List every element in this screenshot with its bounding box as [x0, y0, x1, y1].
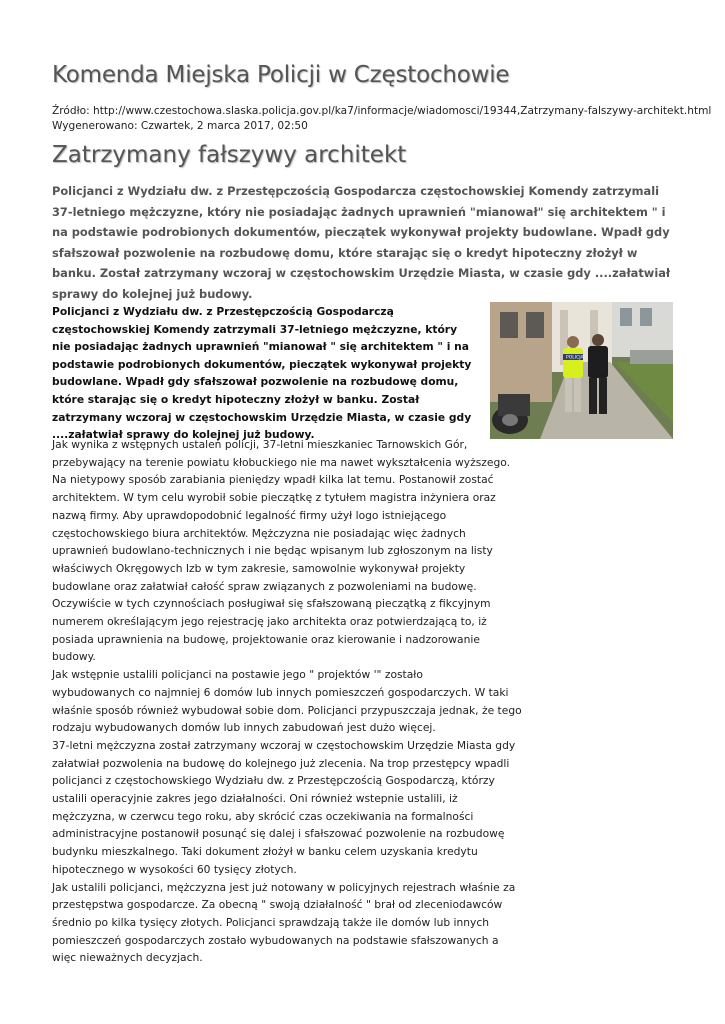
body-line: przestępstwa gospodarcze. Za obecną " swoją działalność " brał od zleceniodawców	[52, 898, 503, 912]
body-line: przebywający na terenie powiatu kłobuckiego nie ma nawet wykształcenia wyższego.	[52, 455, 511, 469]
body-line: wybudowanych co najmniej 6 domów lub innych pomieszczeń gospodarczych. W taki	[52, 685, 509, 699]
intro-paragraph: Policjanci z Wydziału dw. z Przestępczością Gospodarczą częstochowskiej Komendy zatrzymali 37-letniego mężczyzne, który nie posiadając żadnych uprawnień "mianował " się architektem " i na podstawie podrobionych dokumentów, pieczątek wykonywał projekty budowlane. Wpadł gdy sfałszował pozwolenie na rozbudowę domu, które starając się o kredyt hipoteczny złożył w banku. Został zatrzymany wczoraj w częstochowskim Urzędzie Miasta, w czasie gdy ....załatwiał sprawy do kolejnej już budowy.	[52, 305, 472, 442]
body-line: właściwych Okręgowych Izb w tym zakresie, samowolnie wykonywał projekty	[52, 561, 466, 575]
body-line: pomieszczeń gospodarczych zostało wybudowanych na podstawie sfałszowanych a	[52, 933, 499, 947]
article-photo	[490, 302, 673, 439]
body-line: Jak ustalili policjanci, mężczyzna jest już notowany w policyjnych rejestrach właśnie za	[52, 880, 516, 894]
body-line: administracyjne postanowił posunąć się dalej i sfałszować pozwolenie na rozbudowę	[52, 827, 505, 841]
article-lead	[52, 181, 672, 304]
body-line: budowy.	[52, 650, 96, 664]
body-line: posiada uprawnienia na budowę, projektowanie oraz kierowanie i nadzorowanie	[52, 632, 480, 646]
body-line: Jak wstępnie ustalili policjanci na postawie jego " projektów '" zostało	[52, 668, 423, 682]
body-line: mężczyzna, w czerwcu tego roku, aby skrócić czas oczekiwania na formalności	[52, 809, 474, 823]
body-line: średnio po kilka tysięcy złotych. Policjanci sprawdzają także ile domów lub innych	[52, 915, 490, 929]
body-line: uprawnień budowlano-technicznych i nie będąc wpisanym lub zgłoszonym na listy	[52, 544, 493, 558]
article-intro	[52, 303, 477, 444]
body-line: Na nietypowy sposób zarabiania pieniędzy wpadł kilka lat temu. Postanowił zostać	[52, 473, 494, 487]
body-line: właśnie sposób również wybudował sobie dom. Policjanci przypuszczaja jednak, że tego	[52, 703, 522, 717]
body-line: 37-letni mężczyzna został zatrzymany wczoraj w częstochowskim Urzędzie Miasta gdy	[52, 738, 516, 752]
body-line: numerem określającym jego rejestrację jako architekta oraz potwierdzającą to, iż	[52, 615, 487, 629]
document-meta	[52, 104, 711, 133]
body-line: Jak wynika z wstępnych ustaleń policji, 37-letni mieszkaniec Tarnowskich Gór,	[52, 438, 468, 451]
body-line: więc nieważnych decyzjach.	[52, 951, 203, 965]
lead-paragraph: Policjanci z Wydziału dw. z Przestępczością Gospodarcza częstochowskiej Komendy zatrzymali 37-letniego mężczyzne, który nie posiadając żadnych uprawnień "mianował" się architektem " i na podstawie podrobionych dokumentów, pieczątek wykonywał projekty budowlane. Wpadł gdy sfałszował pozwolenie na rozbudowę domu, które starając się o kredyt hipoteczny złożył w banku. Został zatrzymany wczoraj w częstochowskim Urzędzie Miasta, w czasie gdy ....załatwiał sprawy do kolejnej już budowy.	[52, 184, 671, 301]
generated-date: Wygenerowano: Czwartek, 2 marca 2017, 02:50	[52, 119, 308, 132]
body-line: załatwiał pozwolenia na budowę do kolejnego już zlecenia. Na trop przestępcy wpadli	[52, 756, 510, 770]
body-line: częstochowskiego biura architektów. Mężczyzna nie posiadając więc żadnych	[52, 526, 466, 540]
body-line: budowlane oraz załatwiał całość spraw związanych z pozwoleniami na budowę.	[52, 579, 477, 593]
body-line: ustalili operacyjnie zakres jego działalności. Oni również wstepnie ustalili, iż	[52, 792, 458, 806]
article-title: Zatrzymany fałszywy architekt	[52, 142, 407, 168]
body-line: policjanci z częstochowskiego Wydziału dw. z Przestępczością Gospodarczą, którzy	[52, 774, 495, 788]
body-line: rodzaju wybudowanych domów lub innych zabudowań jest dużo więcej.	[52, 721, 436, 735]
body-line: architektem. W tym celu wyrobił sobie pieczątkę z tytułem magistra inżyniera oraz	[52, 491, 496, 505]
article-body	[52, 436, 522, 967]
body-line: hipotecznego w wysokości 60 tysięcy złotych.	[52, 862, 297, 876]
body-line: budynku mieszkalnego. Taki dokument złożył w banku celem uzyskania kredytu	[52, 845, 478, 859]
body-line: Oczywiście w tych czynnościach posługiwał się sfałszowaną pieczątką z fikcyjnym	[52, 597, 491, 611]
source-url[interactable]: Źródło: http://www.czestochowa.slaska.policja.gov.pl/ka7/informacje/wiadomosci/19344,Zatrzymany-falszywy-architekt.html	[52, 105, 712, 117]
site-title: Komenda Miejska Policji w Częstochowie	[52, 62, 510, 88]
vest-label: POLICJA	[566, 355, 584, 361]
body-line: nazwą firmy. Aby uprawdopodobnić legalność firmy użył logo istniejącego	[52, 508, 447, 522]
